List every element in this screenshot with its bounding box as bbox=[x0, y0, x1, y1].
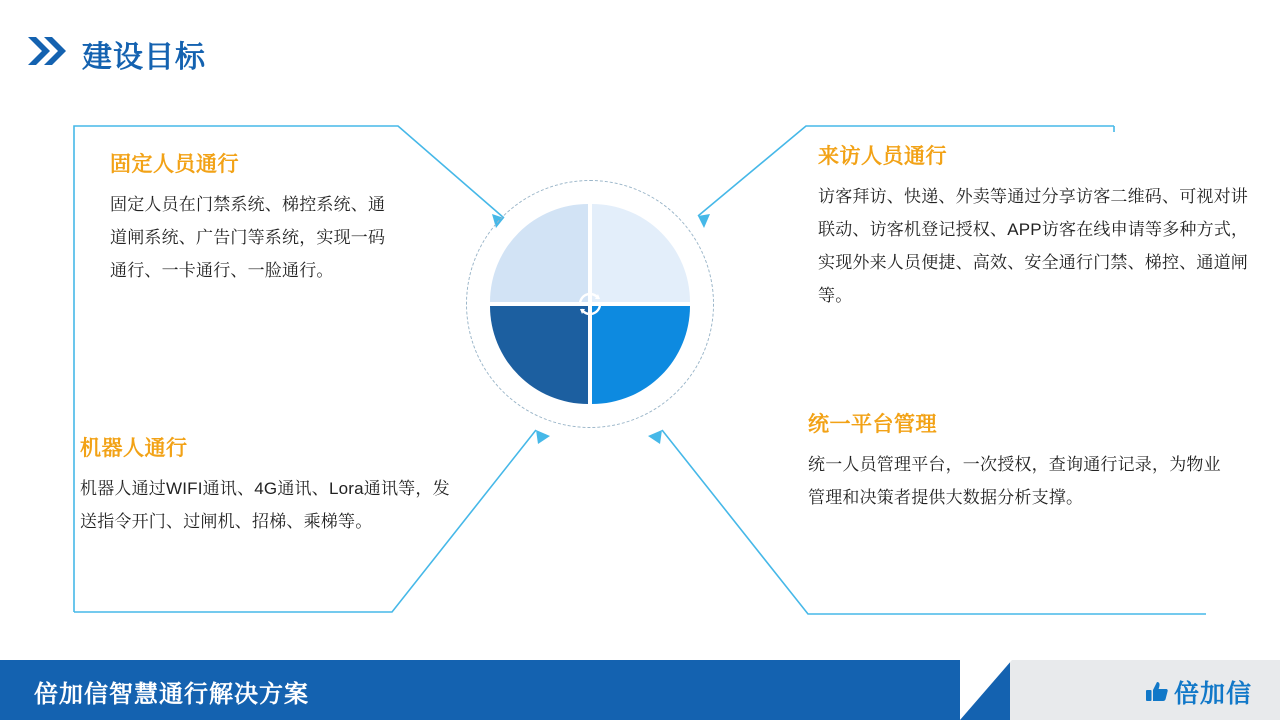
page-title: 建设目标 bbox=[82, 41, 206, 74]
quadrant-bottom-left bbox=[490, 306, 588, 404]
pie-quadrants bbox=[490, 204, 690, 404]
brand-name: 倍加信 bbox=[1173, 680, 1252, 708]
callout-body: 固定人员在门禁系统、梯控系统、通道闸系统、广告门等系统，实现一码通行、一卡通行、一脸通行。 bbox=[110, 195, 386, 280]
quadrant-top-right bbox=[592, 204, 690, 302]
callout-body: 机器人通过WIFI通讯、4G通讯、Lora通讯等，发送指令开门、过闸机、招梯、乘梯等。 bbox=[80, 479, 450, 531]
callout-title: 机器人通行 bbox=[80, 437, 188, 460]
callout-fixed-personnel bbox=[100, 148, 400, 287]
callout-title: 来访人员通行 bbox=[818, 145, 947, 168]
refresh-arrows-icon bbox=[574, 288, 606, 320]
page-header bbox=[0, 0, 1280, 100]
footer-title: 倍加信智慧通行解决方案 bbox=[34, 681, 309, 708]
brand-logo bbox=[1144, 674, 1252, 710]
double-chevron-icon bbox=[26, 34, 74, 68]
thumbs-up-icon bbox=[1144, 679, 1170, 705]
quadrant-bottom-right bbox=[592, 306, 690, 404]
callout-title: 统一平台管理 bbox=[808, 413, 937, 436]
page-footer bbox=[0, 660, 1280, 720]
callout-body: 统一人员管理平台，一次授权，查询通行记录，为物业管理和决策者提供大数据分析支撑。 bbox=[808, 455, 1221, 507]
callout-robot-passage bbox=[80, 432, 460, 538]
footer-slant-divider bbox=[960, 660, 1012, 720]
four-quadrant-circle bbox=[466, 180, 716, 430]
callout-body: 访客拜访、快递、外卖等通过分享访客二维码、可视对讲联动、访客机登记授权、APP访客在线申请等多种方式，实现外来人员便捷、高效、安全通行门禁、梯控、通道闸等。 bbox=[818, 187, 1249, 305]
callout-visitor-personnel bbox=[818, 140, 1258, 312]
callout-title: 固定人员通行 bbox=[110, 153, 239, 176]
callout-unified-platform bbox=[808, 408, 1228, 514]
